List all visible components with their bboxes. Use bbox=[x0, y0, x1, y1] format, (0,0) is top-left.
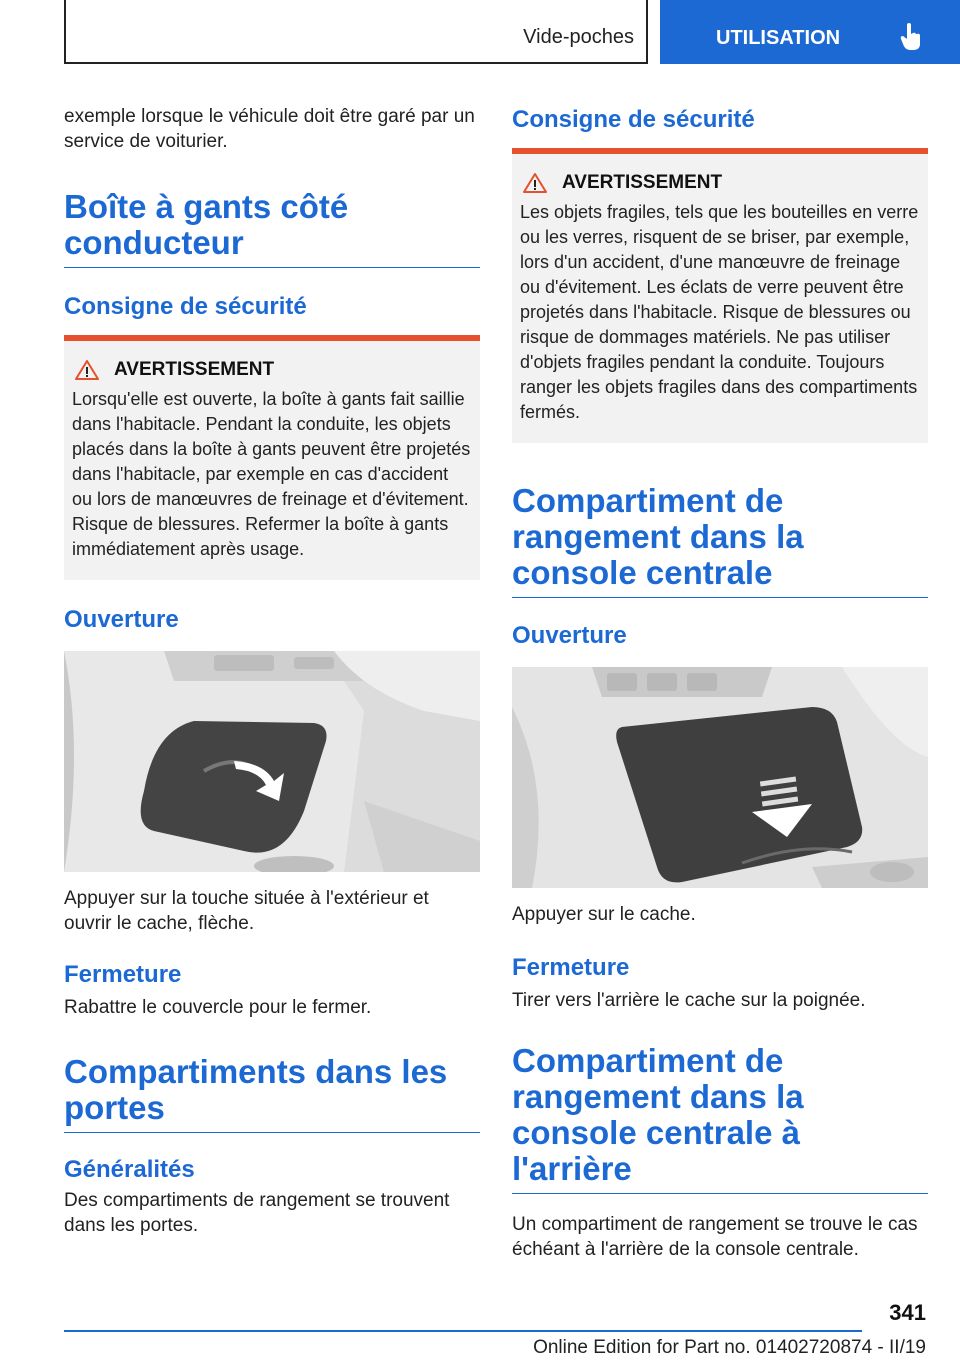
center-console-illustration bbox=[512, 667, 928, 888]
warning-triangle-icon bbox=[522, 172, 548, 194]
intro-text: exemple lorsque le véhicule doit être garé par un service de voiturier. bbox=[64, 106, 475, 152]
general-text: Des compartiments de rangement se trouvent dans les portes. bbox=[64, 1190, 450, 1236]
heading-safety-left: Consigne de sécurité bbox=[64, 293, 307, 320]
warning-text: Les objets fragiles, tels que les bouteilles en verre ou les verres, risquent de se briser, par exemple, lors d'un accident, d'une manœuvre de freinage ou d'évitement. Les éclats de verre peuvent être projetés dans l'habitacle. Risque de blessures ou risque de dommages matériels. Ne pas utiliser d'objets fragiles pendant la conduite. Toujours ranger les objets fragiles dans des compartiments fermés. bbox=[520, 202, 919, 422]
right-column bbox=[512, 98, 928, 1262]
heading-center-console: Compartiment de rangement dans la console centrale bbox=[512, 483, 928, 598]
heading-rear-console: Compartiment de rangement dans la console centrale à l'arrière bbox=[512, 1043, 928, 1194]
chapter-title: UTILISATION bbox=[716, 27, 841, 49]
opening-text-right: Appuyer sur le cache. bbox=[512, 904, 696, 925]
heading-glovebox: Boîte à gants côté conducteur bbox=[64, 189, 480, 268]
warning-title: AVERTISSEMENT bbox=[562, 172, 723, 193]
heading-general: Généralités bbox=[64, 1156, 195, 1183]
section-title: Vide-poches bbox=[523, 26, 634, 48]
warning-triangle-icon bbox=[74, 359, 100, 381]
rear-console-text: Un compartiment de rangement se trouve le cas échéant à l'arrière de la console centrale. bbox=[512, 1214, 918, 1260]
heading-closing-right: Fermeture bbox=[512, 954, 630, 981]
closing-text-right: Tirer vers l'arrière le cache sur la poignée. bbox=[512, 990, 866, 1011]
pointing-hand-icon bbox=[900, 22, 922, 52]
warning-box-fragile bbox=[512, 148, 928, 443]
closing-text-left: Rabattre le couvercle pour le fermer. bbox=[64, 997, 372, 1018]
heading-opening-left: Ouverture bbox=[64, 606, 179, 633]
glovebox-illustration bbox=[64, 651, 480, 872]
opening-text-left: Appuyer sur la touche située à l'extérieur et ouvrir le cache, flèche. bbox=[64, 888, 429, 934]
left-column bbox=[64, 98, 480, 1238]
heading-door-compartments: Compartiments dans les portes bbox=[64, 1054, 480, 1133]
edition-note: Online Edition for Part no. 01402720874 - II/19 bbox=[533, 1337, 926, 1358]
chapter-tab bbox=[660, 0, 960, 64]
page-number: 341 bbox=[889, 1300, 926, 1325]
warning-box-glovebox bbox=[64, 335, 480, 580]
heading-safety-right: Consigne de sécurité bbox=[512, 106, 755, 133]
header-section-box bbox=[64, 0, 648, 64]
warning-text: Lorsqu'elle est ouverte, la boîte à gants fait saillie dans l'habitacle. Pendant la conduite, les objets placés dans la boîte à gants peuvent être projetés dans l'habitacle, par exemple en cas d'accident ou lors de manœuvres de freinage et d'évitement. Risque de blessures. Refermer la boîte à gants immédiatement après usage. bbox=[72, 389, 471, 559]
warning-title: AVERTISSEMENT bbox=[114, 359, 275, 380]
heading-opening-right: Ouverture bbox=[512, 622, 627, 649]
heading-closing-left: Fermeture bbox=[64, 961, 182, 988]
footer-divider bbox=[64, 1330, 862, 1332]
